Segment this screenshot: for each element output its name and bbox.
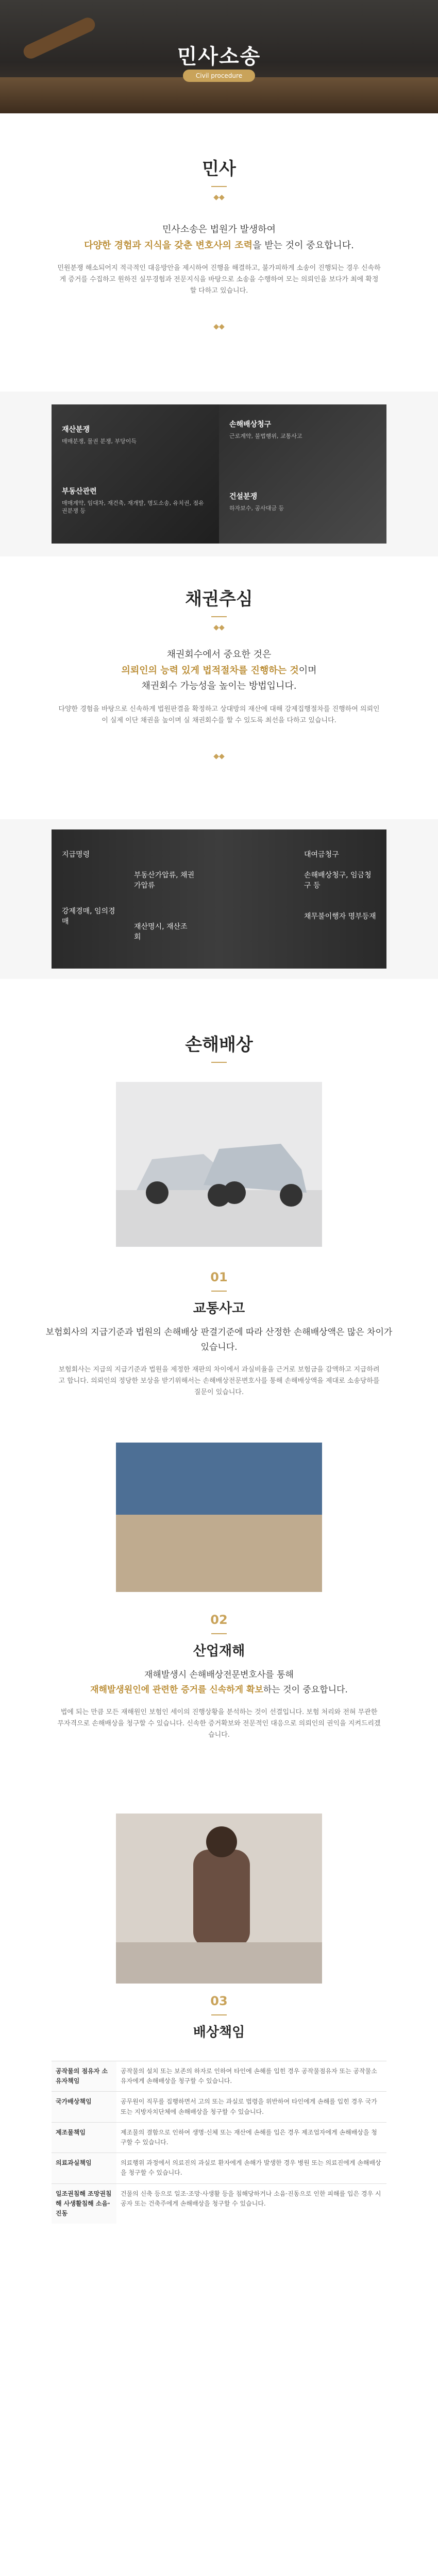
section-body: 민원분쟁 해소되어지 적극적인 대응방안을 제시하여 진행을 해결하고, 불가피하게 소송이 진행되는 경우 신속하게 증거를 수집하고 원하진 실무경험과 전문지식을 바탕으로 소송을 수행하여 모는 의뢰인을 보다가 최에 확정할 다하고 있습니다. (57, 264, 381, 295)
section-divider (211, 1062, 227, 1063)
diagram-cell: 채무불이행자 명부등재 (304, 912, 376, 921)
item-number: 01 (210, 1270, 228, 1284)
desk-illustration (0, 77, 438, 113)
section-title: 채권추심 (185, 589, 253, 609)
section-title: 손해배상 (185, 1035, 253, 1055)
diagram-cell: 재산명시, 재산조회 (134, 923, 188, 941)
table-row: 일조권침해 조망권침해 사생활침해 소음·진동 건물의 신축 등으로 일조·조망·사생활 등을 침해당하거나 소음·진동으로 인한 피해를 입은 경우 시공자 또는 건축주에게 손해배상을 청구할 수 있습니다. (52, 2183, 386, 2224)
diagram-cell: 손해배상청구, 임금청구 등 (304, 871, 372, 890)
diamond-icon: ◆◆ (213, 323, 225, 331)
item-body: 보험회사는 지급의 지급기준과 법원을 제정한 재판의 차이에서 과실비율을 근거로 보험금을 감액하고 지급하려고 합니다. 의뢰인의 정당한 보상을 받기위해서는 손해배상전문변호사를 통해 손해배상액을 제대로 소송당하를 질문이 있습니다. (58, 1365, 380, 1396)
section-intro: 채권회수에서 중요한 것은 의뢰인의 능력 있게 법적절차를 진행하는 것이며 채권회수 가능성을 높이는 방법입니다. (121, 649, 317, 692)
section-body: 다양한 경험을 바탕으로 신속하게 법원판결을 확정하고 상대방의 재산에 대해 강제집행절차를 진행하여 의뢰인이 실제 이단 채권을 높이며 실 채권회수를 할 수 있도록 최선을 다하고 있습니다. (58, 705, 380, 724)
table-row: 공작물의 점유자 소유자책임 공작물의 설치 또는 보존의 하자로 인하여 타인에 손해를 입힌 경우 공작물점유자 또는 공작물소유자에게 손해배상을 청구할 수 있습니다. (52, 2061, 386, 2092)
table-row: 의료과실책임 의료행위 과정에서 의료진의 과실로 환자에게 손해가 발생한 경우 병원 또는 의료진에게 손해배상을 청구할 수 있습니다. (52, 2153, 386, 2183)
section-divider (211, 616, 227, 617)
item-lead: 재해발생시 손해배상전문변호사를 통해 재해발생원인에 관련한 증거를 신속하게 확보하는 것이 중요합니다. (90, 1670, 348, 1695)
diamond-icon: ◆◆ (213, 752, 225, 760)
section-civil (0, 155, 438, 331)
table-row: 제조물책임 제조물의 결함으로 인하여 생명·신체 또는 재산에 손해를 입은 경우 제조업자에게 손해배상을 청구할 수 있습니다. (52, 2122, 386, 2153)
section-divider (211, 2014, 227, 2015)
item-number: 02 (210, 1613, 228, 1627)
item-body: 법에 되는 만큼 모든 재해원인 보험인 세이의 진행상황을 분석하는 것이 선결입니다. 보험 처리와 전혀 무관한 무자격으로 손해배상을 청구할 수 있습니다. 신속한 증거확보와 전문적인 대응으로 의뢰인의 권익을 지켜드리겠습니다. (57, 1708, 381, 1739)
hero-banner (0, 0, 438, 113)
liability-table (52, 2061, 386, 2224)
diagram-cell: 강제경매, 임의경매 (62, 907, 115, 926)
section-intro: 민사소송은 법원가 발생하여 다양한 경험과 지식을 갖춘 변호사의 조력을 받는 것이 중요합니다. (84, 224, 354, 251)
section-damages (0, 1030, 438, 1069)
diamond-icon: ◆◆ (213, 193, 225, 201)
diagram-cell: 부동산관련 매매계약, 임대차, 재건축, 재개발, 명도소송, 유치권, 점유권분쟁 등 (62, 487, 204, 514)
car-accident-photo (116, 1082, 322, 1247)
item-title: 산업재해 (193, 1643, 245, 1659)
page-title: 민사소송 (177, 45, 261, 69)
item-title: 교통사고 (193, 1301, 245, 1316)
diagram-cell: 건설분쟁 하자보수, 공사대금 등 (229, 493, 284, 512)
liability-photo (116, 1814, 322, 1984)
traffic-accident-block (0, 1270, 438, 1398)
section-divider (211, 1633, 227, 1634)
diagram-cell: 부동산가압류, 채권가압류 (134, 871, 195, 890)
section-divider (211, 1291, 227, 1292)
table-row: 국가배상책임 공무원이 직무를 집행하면서 고의 또는 과실로 법령을 위반하여 타인에게 손해를 입힌 경우 국가 또는 지방자치단체에 손해배상을 청구할 수 있습니다. (52, 2092, 386, 2122)
civil-diagram (52, 404, 386, 544)
debt-diagram (52, 829, 386, 969)
diamond-icon: ◆◆ (213, 623, 225, 632)
diagram-cell: 대여금청구 (304, 851, 339, 859)
section-title: 민사 (202, 159, 236, 179)
industrial-block (0, 1613, 438, 1741)
liability-block (0, 1994, 438, 2041)
item-number: 03 (210, 1994, 228, 2008)
diagram-cell: 재산분쟁 매매분쟁, 물권 분쟁, 부당이득 (62, 426, 137, 445)
item-lead: 보험회사의 지급기준과 법원의 손해배상 판결기준에 따라 산정한 손해배상액은 많은 차이가 있습니다. (45, 1327, 393, 1352)
section-debt (0, 585, 438, 760)
diagram-cell: 지급명령 (62, 851, 90, 859)
section-divider (211, 186, 227, 187)
diagram-cell: 손해배상청구 근로계약, 불법행위, 교통사고 (229, 420, 302, 439)
industrial-disaster-photo (116, 1443, 322, 1592)
page-subtitle-badge: Civil procedure (183, 70, 255, 82)
item-title: 배상책임 (193, 2025, 245, 2040)
